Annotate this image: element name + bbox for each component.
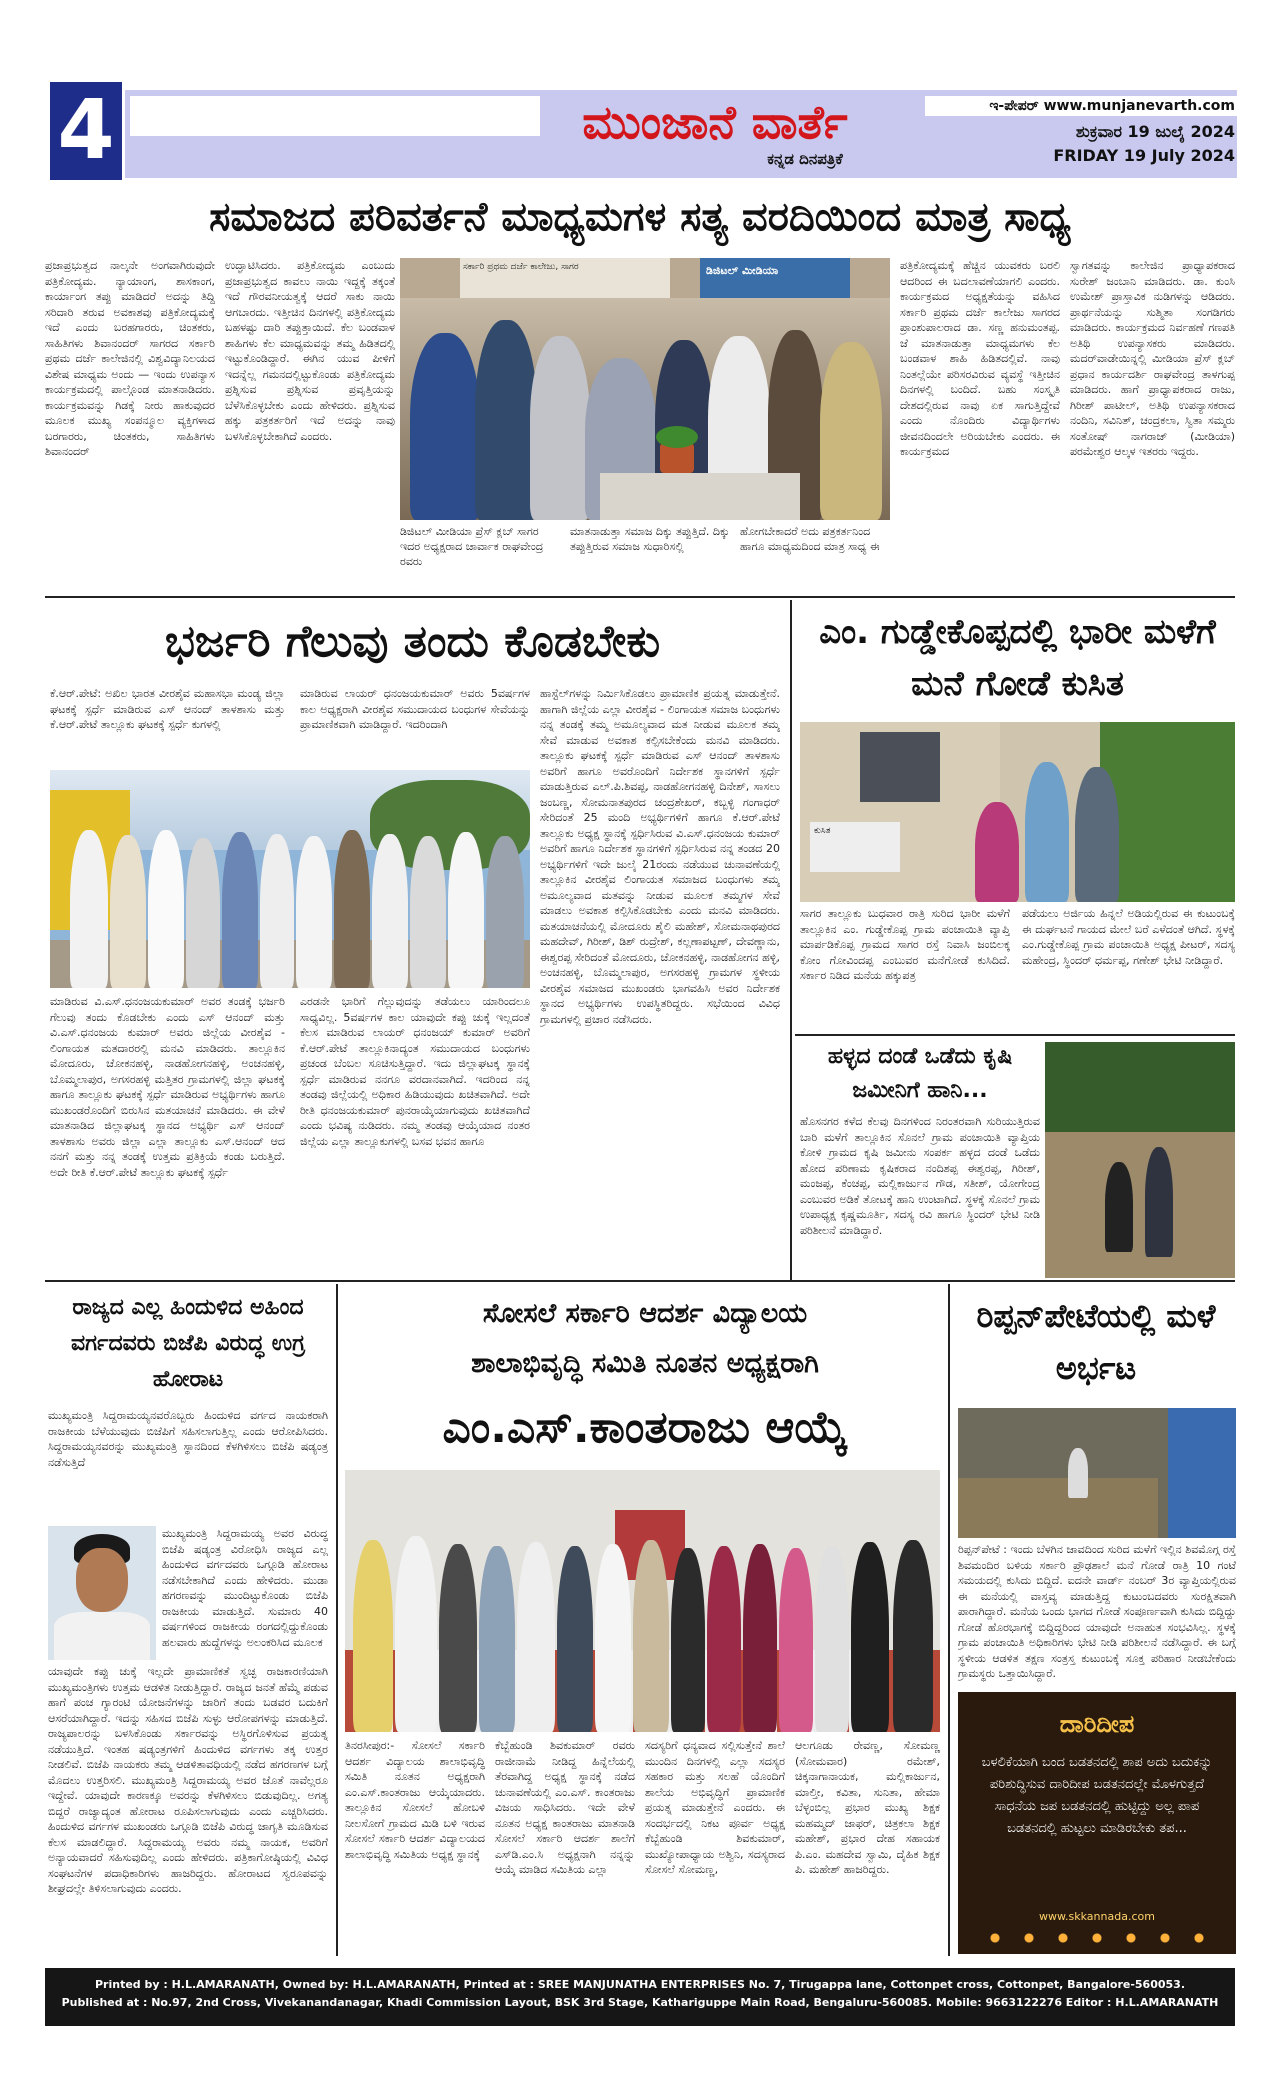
banner-2 (700, 258, 850, 298)
story3-photo (800, 722, 1235, 902)
person (372, 834, 408, 988)
story4-headline: ಹಳ್ಳದ ದಂಡೆ ಒಡೆದು ಕೃಷಿ ಜಮೀನಿಗೆ ಹಾನಿ... (827, 1044, 1013, 1103)
person (779, 1548, 813, 1732)
story1-col1: ಪ್ರಜಾಪ್ರಭುತ್ವದ ನಾಲ್ಕನೇ ಅಂಗವಾಗಿರುವುದೇ ಪತ್ರಿಕೋದ್ಯಮ. ನ್ಯಾಯಾಂಗ, ಶಾಸಕಾಂಗ, ಕಾರ್ಯಾಂಗ ತಪ್ಪು ಮಾಡಿದರೆ ಅದನ್ನು ತಿದ್ದಿ ಸರಿದಾರಿ ತರುವ ಅವಕಾಶವು ಪತ್ರಿಕೋದ್ಯಮಕ್ಕೆ ಇದೆ ಎಂದು ಬರಹಗಾರರು, ಚಿಂತಕರು, ಸಾಹಿತಿಗಳು ಶಿವಾನಂದರ್ ಸಾಗರದ ಸರ್ಕಾರಿ ಪ್ರಥಮ ದರ್ಜೆ ಕಾಲೇಜಿನಲ್ಲಿ ವಿಶ್ವವಿದ್ಯಾನಿಲಯದ ವಿಶೇಷ ಮಾಧ್ಯಮ ಅಂದು — ಇಂದು ಉಪನ್ಯಾಸ ಕಾರ್ಯಕ್ರಮದಲ್ಲಿ ಪಾಲ್ಗೊಂಡ ಮಾತನಾಡಿದರು. ಕಾರ್ಯಕ್ರಮವನ್ನು ಗಿಡಕ್ಕೆ ನೀರು ಹಾಕುವುದರ ಮೂಲಕ ಮುಖ್ಯ ಸಂಪನ್ಮೂಲ ವ್ಯಕ್ತಿಗಳಾದ ಬರಗಾರರು, ಚಿಂತಕರು, ಸಾಹಿತಿಗಳು ಶಿವಾನಂದರ್ (45, 259, 215, 458)
story1-col4: ಸ್ವಾಗತವನ್ನು ಕಾಲೇಜಿನ ಪ್ರಾಧ್ಯಾಪಕರಾದ ಸುರೇಶ್ ಜಂಬಾನಿ ಮಾಡಿದರು. ಡಾ. ಕುಂಸಿ ಉಮೇಶ್ ಪ್ರಾಸ್ತಾವಿಕ ನುಡಿಗಳನ್ನು ಆಡಿದರು. ಪ್ರಾರ್ಥನೆಯನ್ನು ಸುಶ್ಮಿತಾ ಸಂಗಡಿಗರು ಮಾಡಿದರು. ಕಾರ್ಯಕ್ರಮದ ನಿರ್ವಹಣೆ ಗಣಪತಿ ಅತಿಥಿ ಉಪನ್ಯಾಸಕರು ಮಾಡಿದರು. ಮದರ್‌ವಾಡೇಯಿನ್ನಲ್ಲಿ ಮೀಡಿಯಾ ಪ್ರೆಸ್ ಕ್ಲಬ್ ಪ್ರಧಾನ ಕಾರ್ಯದರ್ಶಿ ರಾಘವೇಂದ್ರ ತಾಳಗುಪ್ಪ ಮಾಡಿದರು. ಹಾಗೆ ಪ್ರಾಧ್ಯಾಪಕರಾದ ರಾಜು, ಗಿರೀಶ್ ಪಾಟೀಲ್, ಅತಿಥಿ ಉಪನ್ಯಾಸಕರಾದ ನಂದಿನಿ, ಸವಿನಿತ್, ಚಂದ್ರಕಲಾ, ಸ್ವಿತಾ ಸಮ್ಮರು ಸಂತೋಷ್ ನಾಗರಾಜ್ (ಮೀಡಿಯಾ) ಪರಮೇಶ್ವರ ಆಲ್ಕಳ ಇತರರು ಇದ್ದರು. (1070, 259, 1235, 458)
masthead-white-left (130, 96, 540, 136)
person (557, 1546, 593, 1732)
foliage (1100, 722, 1235, 902)
epaper-link[interactable]: ಇ-ಪೇಪರ್ www.munjanevarth.com (989, 98, 1235, 114)
ad-url[interactable]: www.skkannada.com (1039, 1910, 1155, 1923)
story6-col2: ಕೆಬ್ಬೆಹುಂಡಿ ಶಿವಕುಮಾರ್ ರವರು ರಾಜೀನಾಮೆ ನೀಡಿದ್ದ ಹಿನ್ನೆಲೆಯಲ್ಲಿ ತೆರವಾಗಿದ್ದ ಅಧ್ಯಕ್ಷ ಸ್ಥಾನಕ್ಕೆ ನಡೆದ ಚುನಾವಣೆಯಲ್ಲಿ ಎಂ.ಎಸ್. ಕಾಂತರಾಜು ವಿಜಯ ಸಾಧಿಸಿದರು. ಇದೇ ವೇಳೆ ನೂತನ ಅಧ್ಯಕ್ಷ ಕಾಂತರಾಜು ಮಾತನಾಡಿ ಸೋಸಲೆ ಸರ್ಕಾರಿ ಆದರ್ಶ ಶಾಲೆಗೆ ಎಸ್‌ಡಿ.ಎಂ.ಸಿ ಅಧ್ಯಕ್ಷನಾಗಿ ನನ್ನನ್ನು ಆಯ್ಕೆ ಮಾಡಿದ ಸಮಿತಿಯ ಎಲ್ಲಾ (495, 1739, 635, 1876)
story2-col2-bottom: ಎರಡನೇ ಭಾರಿಗೆ ಗೆಲ್ಲುವುದನ್ನು ತಡೆಯಲು ಯಾರಿಂದಲೂ ಸಾಧ್ಯವಿಲ್ಲ. 5ವರ್ಷಗಳ ಕಾಲ ಯಾವುದೇ ಕಪ್ಪು ಚುಕ್ಕೆ ಇಲ್ಲದಂತೆ ಕೆಲಸ ಮಾಡಿರುವ ಲಾಯರ್ ಧನಂಜಯ್ ಕುಮಾರ್ ಅವರಿಗೆ ಕೆ.ಆರ್.ಪೇಟೆ ತಾಲ್ಲೂಕಿನಾದ್ಯಂತ ಸಮುದಾಯದ ಬಂಧುಗಳು ಪ್ರಚಂಡ ಬೆಂಬಲ ಸೂಚಿಸುತ್ತಿದ್ದಾರೆ. ಇದು ಜಿಲ್ಲಾಘಟಕ್ಕ ಸ್ಥಾನಕ್ಕೆ ಸ್ಪರ್ಧೆ ಮಾಡಿರುವ ನನಗೂ ವರದಾನವಾಗಿದೆ. ಇದರಿಂದ ನನ್ನ ತಂಡವು ಜಿಲ್ಲೆಯಲ್ಲಿ ಅಧಿಕಾರ ಹಿಡಿಯುವುದು ಖಚಿತವಾಗಿದೆ. ಅದೇ ರೀತಿ ಧನಂಜಯಕುಮಾರ್ ಪುನರಾಯ್ಕೆಯಾಗುವುದು ಖಚಿತವಾಗಿದೆ ಎಂದು ಭವಿಷ್ಯ ನುಡಿದರು. ನಮ್ಮ ತಂಡವು ಆಯ್ಕೆಯಾದ ನಂತರ ಜಿಲ್ಲೆಯ ಎಲ್ಲಾ ತಾಲ್ಲೂಕುಗಳಲ್ಲಿ ಬಸವ ಭವನ ಹಾಗೂ (300, 995, 530, 1148)
person (815, 1546, 849, 1732)
story6-headline-line1: ಸೋಸಲೆ ಸರ್ಕಾರಿ ಆದರ್ಶ ವಿದ್ಯಾಲಯ (482, 1298, 808, 1329)
person (260, 834, 294, 988)
story7-photo (958, 1408, 1236, 1538)
story3-col1: ಸಾಗರ ತಾಲ್ಲೂಕು ಬುಧವಾರ ರಾತ್ರಿ ಸುರಿದ ಭಾರೀ ಮಳೆಗೆ ತಾಲ್ಲೂಕಿನ ಎಂ. ಗುಡ್ಡೇಕೊಪ್ಪ ಗ್ರಾಮ ಪಂಚಾಯಿತಿ ವ್ಯಾಪ್ತಿ ಮಾರ್ಪಡಿಕೊಪ್ಪ ಗ್ರಾಮದ ಸಾಗರ ರಸ್ತೆ ನಿವಾಸಿ ಜಂಬಿಲಕ್ಕ ಕೋಂ ಗೋವಿಂದಪ್ಪ ಎಂಬುವರ ಮನೆಗೋಡೆ ಕುಸಿದಿದೆ. ಸರ್ಕಾರ ನಿಡಿದ ಮನೆಯ ಹಕ್ಕುಪತ್ರ (800, 907, 1010, 982)
story1-col2: ಉದ್ಘಾಟಿಸಿದರು. ಪತ್ರಿಕೋದ್ಯಮ ಎಂಬುದು ಪ್ರಜಾಪ್ರಭುತ್ವದ ಕಾವಲು ನಾಯಿ ಇದ್ದಕ್ಕೆ ತಕ್ಕಂತೆ ಇದೆ ಗೌರವನೀಯತ್ವಕ್ಕೆ ಆದರೆ ಸಾಕು ನಾಯಿ ಆಗಬಾರದು. ಇತ್ತೀಚಿನ ದಿನಗಳಲ್ಲಿ ಪತ್ರಿಕೋದ್ಯಮ ಬಹಳಷ್ಟು ದಾರಿ ತಪ್ಪುತ್ತಾಯಿದೆ. ಕೆಲ ಬಂಡವಾಳ ಶಾಹಿಗಳು ಕೆಲ ಮಾಧ್ಯಮವನ್ನು ತಮ್ಮ ಹಿಡಿತದಲ್ಲಿ ಇಟ್ಟುಕೊಂಡಿದ್ದಾರೆ. ಈಗಿನ ಯುವ ಪೀಳಿಗೆ ಇದನ್ನೆಲ್ಲ ಗಮನದಲ್ಲಿಟ್ಟುಕೊಂಡು ಪತ್ರಿಕೋದ್ಯಮ ಪ್ರಶ್ನಿಸುವ ಪ್ರಶ್ನಿಸುವ ಪ್ರವೃತ್ತಿಯನ್ನು ಬೆಳೆಸಿಕೊಳ್ಳಬೇಕು ಎಂದು ಹೇಳಿದರು. ಪ್ರಶ್ನಿಸುವ ಹಕ್ಕು ಪತ್ರಕರ್ತರಿಗೆ ಇದೆ ಅದನ್ನು ನಾವು ಬಳಸಿಕೊಳ್ಳಬೇಕಾಗಿದೆ ಎಂದರು. (225, 259, 395, 443)
masthead-subtitle: ಕನ್ನಡ ದಿನಪತ್ರಿಕೆ (767, 150, 843, 168)
divider (948, 1284, 950, 1956)
person (410, 333, 480, 520)
divider (336, 1284, 338, 1956)
table (600, 473, 800, 520)
story4-body: ಹೊಸನಗರ ಕಳೆದ ಕೆಲವು ದಿನಗಳಿಂದ ನಿರಂತರವಾಗಿ ಸುರಿಯುತ್ತಿರುವ ಬಾರಿ ಮಳೆಗೆ ತಾಲ್ಲೂಕಿನ ಸೊನಲೆ ಗ್ರಾಮ ಪಂಚಾಯಿತಿ ವ್ಯಾಪ್ತಿಯ ಕೋಳಿ ಗ್ರಾಮದ ಕೃಷಿ ಜಮೀನು ಸಂಪರ್ಕ ಹಳ್ಳದ ದಂಡೆ ಒಡೆದು ಹೋದ ಪರಿಣಾಮ ಕೃಷಿಕರಾದ ನಂದಿಶಪ್ಪ ಈಶ್ವರಪ್ಪ, ಗಿರೀಶ್, ಮಂಜಪ್ಪ, ಕೆಂಚಪ್ಪ, ಮಲ್ಲಿಕಾರ್ಜುನ ಗೌಡ, ಸತೀಶ್, ಯೋಗೇಂದ್ರ ಎಂಬುವರ ಅಡಿಕೆ ತೋಟಕ್ಕೆ ಹಾನಿ ಉಂಟಾಗಿದೆ. ಸ್ಥಳಕ್ಕೆ ಸೊನಲೆ ಗ್ರಾಮ ಉಪಾಧ್ಯಕ್ಷ ಕೃಷ್ಣಮೂರ್ತಿ, ಸದಸ್ಯ ರವಿ ಹಾಗೂ ಸ್ಥಿಂದರ್ ಭೇಟಿ ನೀಡಿ ಪರಿಶೀಲನೆ ಮಾಡಿದ್ದಾರೆ. (800, 1115, 1040, 1237)
story3-col2: ಪಡೆಯಲು ಅರ್ಜಿಯ ಹಿನ್ನಲೆ ಅಡಿಯಲ್ಲಿರುವ ಈ ಕುಟುಂಬಕ್ಕೆ ಈ ದುರ್ಘಟನೆ ಗಾಯದ ಮೇಲೆ ಬರೆ ಎಳೆದಂತೆ ಆಗಿದೆ. ಸ್ಥಳಕ್ಕೆ ಎಂ.ಗುಡ್ಡೇಕೊಪ್ಪ ಗ್ರಾಮ ಪಂಚಾಯಿತಿ ಅಧ್ಯಕ್ಷ ಪೀಟರ್, ಸದಸ್ಯ ಮಹೇಂದ್ರ, ಸ್ಥಿಂದರ್ ಧರ್ಮಪ್ಪ, ಗಣೇಶ್ ಭೇಟಿ ನೀಡಿದ್ದಾರೆ. (1022, 907, 1235, 967)
story1-headline: ಸಮಾಜದ ಪರಿವರ್ತನೆ ಮಾಧ್ಯಮಗಳ ಸತ್ಯ ವರದಿಯಿಂದ ಮಾತ್ರ ಸಾಧ್ಯ (209, 194, 1071, 240)
person (893, 1540, 933, 1732)
story1-caption-3: ಹೋಗಬೇಕಾದರೆ ಅದು ಪತ್ರಕರ್ತನಿಂದ ಹಾಗೂ ಮಾಧ್ಯಮದಿಂದ ಮಾತ್ರ ಸಾಧ್ಯ ಈ (740, 525, 880, 553)
person (707, 1546, 741, 1732)
advertisement[interactable] (958, 1692, 1236, 1954)
person (479, 1546, 515, 1732)
person (517, 1542, 555, 1732)
person (222, 832, 258, 988)
page-number-box (50, 82, 122, 180)
story2-headline: ಭರ್ಜರಿ ಗೆಲುವು ತಂದು ಕೊಡಬೇಕು (164, 616, 661, 667)
story2-col2-top: ಮಾಡಿರುವ ಲಾಯರ್ ಧನಂಜಯಕುಮಾರ್ ಅವರು 5ವರ್ಷಗಳ ಕಾಲ ಅಧ್ಯಕ್ಷರಾಗಿ ವೀರಶೈವ ಸಮುದಾಯದ ಬಂಧುಗಳ ಸೇವೆಯನ್ನು ಪ್ರಾಮಾಣಿಕವಾಗಿ ಮಾಡಿದ್ದಾರೆ. ಇದರಿಂದಾಗಿ (300, 687, 530, 731)
footer-line-1: Printed by : H.L.AMARANATH, Owned by: H.L.AMARANATH, Printed at : SREE MANJUNATHA ENTERPRISES No. 7, Tirugappa lane, Cottonpet cross, Cottonpet, Bangalore-560053. (94, 1978, 1185, 1991)
person (1075, 767, 1119, 902)
story5-wrap: ಮುಖ್ಯಮಂತ್ರಿ ಸಿದ್ದರಾಮಯ್ಯ ಅವರ ವಿರುದ್ಧ ಬಿಜೆಪಿ ಷಡ್ಯಂತ್ರ ವಿರೋಧಿಸಿ ರಾಜ್ಯದ ಎಲ್ಲ ಹಿಂದುಳಿದ ವರ್ಗದವರು ಒಗ್ಗೂಡಿ ಹೋರಾಟ ನಡೆಸಬೇಕಾಗಿದೆ ಎಂದು ಹೇಳಿದರು. ಮುಡಾ ಹಗರಣವನ್ನು ಮುಂದಿಟ್ಟುಕೊಂಡು ಬಿಜೆಪಿ ರಾಜಕೀಯ ಮಾಡುತ್ತಿದೆ. ಸುಮಾರು 40 ವರ್ಷಗಳಿಂದ ರಾಜಕೀಯ ರಂಗದಲ್ಲಿದ್ದುಕೊಂಡು ಹಲವಾರು ಹುದ್ದೆಗಳನ್ನು ಅಲಂಕರಿಸಿದ ಮೂಲಕ (162, 1527, 328, 1649)
trees (1045, 1042, 1235, 1132)
rubble (958, 1478, 1158, 1538)
plant (656, 426, 698, 448)
window (860, 732, 940, 802)
story6-col1: ತಿನರಸೀಪುರ:- ಸೋಸಲೆ ಸರ್ಕಾರಿ ಆದರ್ಶ ವಿದ್ಯಾಲಯ ಶಾಲಾಭಿವೃದ್ಧಿ ಸಮಿತಿ ನೂತನ ಅಧ್ಯಕ್ಷರಾಗಿ ಎಂ.ಎಸ್.ಕಾಂತರಾಜು ಆಯ್ಕೆಯಾದರು. ತಾಲ್ಲೂಕಿನ ಸೋಸಲೆ ಹೋಬಳಿ ನೀಲಸೋಗೆ ಗ್ರಾಮದ ಮಿಡಿ ಬಳಿ ಇರುವ ಸೋಸಲೆ ಸರ್ಕಾರಿ ಆದರ್ಶ ವಿದ್ಯಾಲಯದ ಶಾಲಾಭಿವೃದ್ಧಿ ಸಮಿತಿಯ ಅಧ್ಯಕ್ಷ ಸ್ಥಾನಕ್ಕೆ (345, 1739, 485, 1861)
person (353, 1540, 393, 1732)
divider (795, 1034, 1235, 1036)
story5-lead: ಮುಖ್ಯಮಂತ್ರಿ ಸಿದ್ದರಾಮಯ್ಯನವರೊಬ್ಬರು ಹಿಂದುಳಿದ ವರ್ಗದ ನಾಯಕರಾಗಿ ರಾಜಕೀಯ ಬೆಳೆಯುವುದು ಬಿಜೆಪಿಗೆ ಸಹಿಸಲಾಗುತ್ತಿಲ್ಲ ಎಂದು ಆರೋಪಿಸಿದರು. ಸಿದ್ದರಾಮಯ್ಯನವರನ್ನು ಮುಖ್ಯಮಂತ್ರಿ ಸ್ಥಾನದಿಂದ ಕೆಳಗಿಳಿಸಲು ಬಿಜೆಪಿ ಷಡ್ಯಂತ್ರ ನಡೆಸುತ್ತಿದೆ (48, 1409, 328, 1469)
ad-text: ಬಳಲಿಕೆಯಾಗಿ ಬಂದ ಬಡತನದಲ್ಲಿ ಶಾಪ ಅದು ಬದುಕನ್ನು ಪರಿಶುದ್ಧಿಸುವ ದಾರಿದೀಪ ಬಡತನದಲ್ಲೇ ಮೊಳಗುತ್ತದೆ ಸಾಧನೆಯ ಜಪ ಬಡತನದಲ್ಲಿ ಹುಟ್ಟಿದ್ದು ಅಲ್ಲ ಪಾಪ ಬಡತನದಲ್ಲಿ ಹುಟ್ಟಲು ಮಾಡಿರಬೇಕು ತಪ... (981, 1755, 1213, 1836)
footer (45, 1968, 1235, 2026)
person (743, 1544, 777, 1732)
person (70, 830, 108, 988)
date-kannada: ಶುಕ್ರವಾರ 19 ಜುಲೈ 2024 (1075, 122, 1235, 141)
person (486, 836, 524, 988)
person (1145, 1147, 1173, 1257)
person (671, 1548, 705, 1732)
divider (790, 600, 792, 1280)
story2-col1-top: ಕೆ.ಆರ್.ಪೇಟೆ: ಅಖಿಲ ಭಾರತ ವೀರಶೈವ ಮಹಾಸಭಾ ಮಂಡ್ಯ ಜಿಲ್ಲಾ ಘಟಕಕ್ಕೆ ಸ್ಪರ್ಧೆ ಮಾಡಿರುವ ಎಸ್ ಆನಂದ್ ತಾಳಶಾಸು ಮತ್ತು ಕೆ.ಆರ್.ಪೇಟೆ ತಾಲ್ಲೂಕು ಘಟಕಕ್ಕೆ ಸ್ಪರ್ಧೆ ಕುಗಳಲ್ಲಿ (50, 687, 285, 731)
person (1025, 762, 1069, 902)
divider (45, 1280, 1235, 1282)
water (1045, 1132, 1235, 1278)
story7-headline: ರಿಪ್ಪನ್‌ಪೇಟೆಯಲ್ಲಿ ಮಳೆ ಅರ್ಭಟ (976, 1297, 1216, 1387)
sign (810, 822, 900, 872)
ad-title: ದಾರಿದೀಪ (1059, 1710, 1135, 1738)
story2-col3: ಹಾಸ್ಟೆಲ್‌ಗಳನ್ನು ನಿರ್ಮಿಸಿಕೊಡಲು ಪ್ರಾಮಾಣಿಕ ಪ್ರಯತ್ನ ಮಾಡುತ್ತೇನೆ. ಹಾಗಾಗಿ ಜಿಲ್ಲೆಯ ಎಲ್ಲಾ ವೀರಶೈವ - ಲಿಂಗಾಯತ ಸಮಾಜ ಬಂಧುಗಳು ನನ್ನ ತಂಡಕ್ಕೆ ತಮ್ಮ ಅಮೂಲ್ಯವಾದ ಮತ ನೀಡುವ ಮೂಲಕ ತಮ್ಮ ಸೇವೆ ಮಾಡುವ ಅವಕಾಶ ಕಲ್ಪಿಸಬೇಕೆಂದು ಮನವಿ ಮಾಡಿದರು. ತಾಲ್ಲೂಕು ಘಟಕಕ್ಕೆ ಸ್ಪರ್ಧೆ ಮಾಡಿರುವ ಎಸ್ ಆನಂದ್ ತಾಳಶಾಸು ಅವರಿಗೆ ಹಾಗೂ ಅವರೊಂದಿಗೆ ನಿರ್ದೇಶಕ ಸ್ಥಾನಗಳಿಗೆ ಸ್ಪರ್ಧೆ ಮಾಡುತ್ತಿರುವ ಎಲ್.ಪಿ.ಶಿವಪ್ಪ, ನಾಡಹೋಗನಹಳ್ಳಿ ದಿನೇಶ್, ಸಾಸಲು ಜಂಬಣ್ಣ, ಸೋಮನಾತಪುರದ ಚಂದ್ರಶೇಖರ್, ಕಬ್ಬಳ್ಳಿ ಗಂಗಾಧರ್ ಸೇರಿದಂತೆ 25 ಮಂದಿ ಅಭ್ಯರ್ಥಿಗಳಿಗೆ ಹಾಗೂ ಕೆ.ಆರ್.ಪೇಟೆ ತಾಲ್ಲೂಕು ಅಧ್ಯಕ್ಷ ಸ್ಥಾನಕ್ಕೆ ಸ್ಪರ್ಧಿಸಿರುವ ವಿ.ಎಸ್.ಧನಂಜಯ ಕುಮಾರ್ ಅವರಿಗೆ ಹಾಗೂ ನಿರ್ದೇಶಕ ಸ್ಥಾನಗಳಿಗೆ ಸ್ಪರ್ಧಿಸಿರುವ ನನ್ನ ತಂಡದ 20 ಅಭ್ಯರ್ಥಿಗಳಿಗೆ ಇದೇ ಜುಲೈ 21ರಂದು ನಡೆಯುವ ಚುನಾವಣೆಯಲ್ಲಿ ತಾಲ್ಲೂಕಿನ ವೀರಶೈವ ಲಿಂಗಾಯತ ಸಮಾಜದ ಬಂಧುಗಳು ತಮ್ಮ ಅಮೂಲ್ಯವಾದ ಮತವನ್ನು ನೀಡುವ ಮೂಲಕ ತಮ್ಮಗಳ ಸೇವೆ ಮಾಡಲು ಅವಕಾಶ ಕಲ್ಪಿಸಿಕೊಡಬೇಕು ಎಂದು ಮನವಿ ಮಾಡಿದರು. ಮತಯಾಚನೆಯಲ್ಲಿ ಮೋದೂರು ಶೈಲಿ ಮಹೇಶ್, ಸೋಮನಾಥಪುರದ ಮಹದೇವ್, ಗಿರೀಶ್, ಡಿಶ್ ರುದ್ರೇಶ್, ಕಲ್ಲಣಾಪಟ್ಟಣ್, ದೇವಣ್ಣಾನು, ಈಶ್ವರಪ್ಪ ಸೇರಿದಂತೆ ಮೋದೂರು, ಚೋಕನಹಳ್ಳಿ, ನಾಡಹೋಗನ ಹಳ್ಳಿ, ಅಂಚನಹಳ್ಳಿ, ಬೊಮ್ಮಲಾಪುರ, ಅಗಸರಹಳ್ಳಿ ಗ್ರಾಮಗಳ ಸ್ಥಳೀಯ ವೀರಶೈವ ಸಮಾಜದ ಮುಖಂಡರು ಭಾಗವಹಿಸಿ ಅವರ ನಿರ್ದೇಶಕ ಸ್ಥಾನದ ಅಭ್ಯರ್ಥಿಗಳು ಉಪಸ್ಥಿತರಿದ್ದರು. ಸಭೆಯಿಂದ ವಿವಿಧ ಗ್ರಾಮಗಳಲ್ಲಿ ಪ್ರಚಾರ ನಡೆಸಿದರು. (540, 687, 780, 1026)
story1-caption-1: ಡಿಜಿಟಲ್ ಮೀಡಿಯಾ ಪ್ರೆಸ್ ಕ್ಲಬ್ ಸಾಗರ ಇದರ ಅಧ್ಯಕ್ಷರಾದ ಚಾರ್ವಾಕ ರಾಘವೇಂದ್ರ ರವರು (400, 525, 544, 568)
story1-caption-2: ಮಾತನಾಡುತ್ತಾ ಸಮಾಜ ದಿಕ್ಕು ತಪ್ಪುತ್ತಿದೆ. ದಿಕ್ಕು ತಪ್ಪುತ್ತಿರುವ ಸಮಾಜ ಸುಧಾರಿಸಲ್ಲಿ (570, 525, 730, 553)
story6-headline-line2: ಶಾಲಾಭಿವೃದ್ಧಿ ಸಮಿತಿ ನೂತನ ಅಧ್ಯಕ್ಷರಾಗಿ (471, 1348, 819, 1379)
date-english: FRIDAY 19 July 2024 (1053, 146, 1235, 165)
blue-wall (1168, 1408, 1236, 1538)
story2-col1-bottom: ಮಾಡಿರುವ ವಿ.ಎಸ್.ಧನಂಜಯಕುಮಾರ್ ಅವರ ತಂಡಕ್ಕೆ ಭರ್ಜರಿ ಗೆಲುವು ತಂದು ಕೊಡಬೇಕು ಎಂದು ಎಸ್ ಆನಂದ್ ಮತ್ತು ವಿ.ಎಸ್.ಧನಂಜಯ ಕುಮಾರ್ ಅವರು ಜಿಲ್ಲೆಯ ವೀರಶೈವ - ಲಿಂಗಾಯತ ಮತದಾರರಲ್ಲಿ ಮನವಿ ಮಾಡಿದರು. ತಾಲ್ಲೂಕಿನ ಮೋದೂರು, ಚೋಕನಹಳ್ಳಿ, ನಾಡಹೋಗನಹಳ್ಳಿ, ಅಂಚನಹಳ್ಳಿ, ಬೊಮ್ಮಲಾಪುರ, ಅಗಸರಹಳ್ಳಿ ಮತ್ತಿತರ ಗ್ರಾಮಗಳಲ್ಲಿ ಜಿಲ್ಲಾ ಘಟಕಕ್ಕೆ ಹಾಗೂ ತಾಲ್ಲೂಕು ಘಟಕಕ್ಕೆ ಸ್ಪರ್ಧೆ ಮಾಡಿರುವ ಅಭ್ಯರ್ಥಿಗಳು ಹಾಗೂ ಮುಖಂಡರೊಂದಿಗೆ ಬಿರುಸಿನ ಮತಯಾಚನೆ ಮಾಡಿದರು. ಈ ವೇಳೆ ಮಾತನಾಡಿದ ಜಿಲ್ಲಾಘಟಕ್ಕ ಸ್ಥಾನದ ಅಭ್ಯರ್ಥಿ ಎಸ್ ಆನಂದ್ ತಾಳಶಾಸು ಅವರು ಜಿಲ್ಲಾ ಎಲ್ಲಾ ತಾಲ್ಲೂಕು ಎಸ್.ಆನಂದ್ ಆದ ನನಗೆ ಮತ್ತು ನನ್ನ ತಂಡಕ್ಕೆ ಉತ್ತಮ ಪ್ರತಿಕ್ರಿಯೆ ಕಂಡು ಬರುತ್ತಿದೆ. ಅದೇ ರೀತಿ ಕೆ.ಆರ್.ಪೇಟೆ ತಾಲ್ಲೂಕು ಘಟಕಕ್ಕೆ ಸ್ಪರ್ಧೆ (50, 995, 285, 1179)
person (633, 1540, 669, 1732)
person (1068, 1448, 1088, 1498)
sign-text: ಕುಸಿತ (814, 826, 831, 836)
person (186, 838, 220, 988)
portrait-face (76, 1548, 128, 1612)
banner-1 (460, 258, 670, 298)
story1-photo (400, 258, 890, 520)
person (110, 835, 146, 988)
story6-col3: ಸದಸ್ಯರಿಗೆ ಧನ್ಯವಾದ ಸಲ್ಲಿಸುತ್ತೇನೆ ಶಾಲೆ ಮುಂದಿನ ದಿನಗಳಲ್ಲಿ ಎಲ್ಲಾ ಸದಸ್ಯರ ಸಹಕಾರ ಮತ್ತು ಸಲಹೆ ಯೊಂದಿಗೆ ಶಾಲೆಯ ಅಭಿವೃದ್ಧಿಗೆ ಪ್ರಾಮಾಣಿಕ ಪ್ರಯತ್ನ ಮಾಡುತ್ತೇನೆ ಎಂದರು. ಈ ಸಂದರ್ಭದಲ್ಲಿ ನಿಕಟ ಪೂರ್ವ ಅಧ್ಯಕ್ಷ ಕೆಬ್ಬೆಹುಂಡಿ ಶಿವಕುಮಾರ್, ಮುಖ್ಯೋಪಾಧ್ಯಾಯ ಅಶ್ವಿನಿ, ಸದಸ್ಯರಾದ ಸೋಸಲೆ ಸೋಮಣ್ಣ, (645, 1739, 785, 1876)
banner-2-text: ಡಿಜಿಟಲ್ ಮೀಡಿಯಾ (706, 264, 779, 277)
story6-photo (345, 1470, 940, 1732)
person (595, 1544, 631, 1732)
story5-headline: ರಾಜ್ಯದ ಎಲ್ಲ ಹಿಂದುಳಿದ ಅಹಿಂದ ವರ್ಗದವರು ಬಿಜೆಪಿ ವಿರುದ್ಧ ಉಗ್ರ ಹೋರಾಟ (71, 1295, 305, 1392)
person (1105, 1162, 1133, 1252)
person (148, 830, 184, 988)
person (395, 1536, 437, 1732)
portrait-shirt (54, 1612, 150, 1660)
banner-1-text: ಸರ್ಕಾರಿ ಪ್ರಥಮ ದರ್ಜೆ ಕಾಲೇಜು, ಸಾಗರ (463, 262, 579, 272)
masthead-title: ಮುಂಜಾನೆ ವಾರ್ತೆ (582, 95, 848, 149)
story7-body: ರಿಪ್ಪನ್‌ಪೇಟೆ : ಇಂದು ಬೆಳಗಿನ ಜಾವದಿಂದ ಸುರಿದ ಮಳೆಗೆ ಇಲ್ಲಿನ ಶಿವಮೊಗ್ಗ ರಸ್ತೆ ಶಿವಮಂದಿರ ಬಳಿಯ ಸರ್ಕಾರಿ ಪ್ರೌಢಶಾಲೆ ಮನೆ ಗೋಡೆ ರಾತ್ರಿ 10 ಗಂಟೆ ಸಮಯದಲ್ಲಿ ಕುಸಿದು ಬಿದ್ದಿದೆ. ಐದನೇ ವಾರ್ಡ್ ನಂಬರ್ 3ರ ವ್ಯಾಪ್ತಿಯಲ್ಲಿರುವ ಈ ಮನೆಯಲ್ಲಿ ವಾಸ್ತವ್ಯ ಮಾಡುತ್ತಿದ್ದ ಕುಟುಂಬದವರು ಸುರಕ್ಷಿತವಾಗಿ ಪಾರಾಗಿದ್ದಾರೆ. ಮನೆಯ ಒಂದು ಭಾಗದ ಗೋಡೆ ಸಂಪೂರ್ಣವಾಗಿ ಕುಸಿದು ಬಿದ್ದಿದ್ದು ಗೋಡೆ ಹೊರಭಾಗಕ್ಕೆ ಬಿದ್ದಿದ್ದರಿಂದ ಯಾವುದೇ ಅನಾಹುತ ಸಂಭವಿಸಿಲ್ಲ. ಸ್ಥಳಕ್ಕೆ ಗ್ರಾಮ ಪಂಚಾಯಿತಿ ಅಧಿಕಾರಿಗಳು ಭೇಟಿ ನೀಡಿ ಪರಿಶೀಲನೆ ನಡೆಸಿದ್ದಾರೆ. ಈ ಬಗ್ಗೆ ಸ್ಥಳೀಯ ಆಡಳಿತ ತಕ್ಷಣ ಸಂತ್ರಸ್ತ ಕುಟುಂಬಕ್ಕೆ ಸೂಕ್ತ ಪರಿಹಾರ ನೀಡಬೇಕೆಂದು ಗ್ರಾಮಸ್ಥರು ಒತ್ತಾಯಿಸಿದ್ದಾರೆ. (958, 1543, 1236, 1680)
story6-col4: ಆಲಗೂಡು ರೇವಣ್ಣ, ಸೋಮಣ್ಣ (ಸೋಮವಾರ) ರಮೇಶ್, ಚಿಕ್ಕನಾಗಾನಾಯಕ, ಮಲ್ಲಿಕಾರ್ಜುನ, ಮಾಲ್ತೀ, ಕವಿತಾ, ಸುನಿತಾ, ಹೇಮಾ ಬೆಳ್ಳಂಬಿಲ್ಲ ಪ್ರಭಾರ ಮುಖ್ಯ ಶಿಕ್ಷಕ ಮಹಮ್ಮದ್ ಜಾಫರ್, ಚಿತ್ರಕಲಾ ಶಿಕ್ಷಕ ಮಹೇಶ್, ಪ್ರಭಾರ ದೇಹ ಸಹಾಯಕ ಪಿ.ಎಂ. ಮಹದೇವ ಸ್ವಾಮಿ, ದೈಹಿಕ ಶಿಕ್ಷಕ ಪಿ. ಮಹೇಶ್ ಹಾಜರಿದ್ದರು. (795, 1739, 940, 1876)
person (475, 320, 537, 520)
story4-photo (1045, 1042, 1235, 1278)
divider (45, 596, 1235, 598)
footer-line-2: Published at : No.97, 2nd Cross, Vivekanandanagar, Khadi Commission Layout, BSK 3rd Stage, Kathariguppe Main Road, Bengaluru-560085. Mobile: 9663122276 Editor : H.L.AMARANATH (61, 1996, 1219, 2009)
lamp-glow (978, 1928, 1216, 1948)
person (820, 342, 882, 520)
story3-headline: ಎಂ. ಗುಡ್ಡೇಕೊಪ್ಪದಲ್ಲಿ ಭಾರೀ ಮಳೆಗೆ ಮನೆ ಗೋಡೆ ಕುಸಿತ (819, 612, 1216, 704)
story5-portrait (48, 1526, 156, 1660)
page-number: 4 (57, 83, 115, 178)
story1-col3: ಪತ್ರಿಕೋದ್ಯಮಕ್ಕೆ ಹೆಚ್ಚಿನ ಯುವಕರು ಬರಲಿ ಆದರಿಂದ ಈ ಬದಲಾವಣೆಯಾಗಲಿ ಎಂದರು. ಕಾರ್ಯಕ್ರಮದ ಅಧ್ಯಕ್ಷತೆಯನ್ನು ವಹಿಸಿದ ಸರ್ಕಾರಿ ಪ್ರಥಮ ದರ್ಜೆ ಕಾಲೇಜು ಸಾಗರದ ಪ್ರಾಂಶುಪಾಲರಾದ ಡಾ. ಸಣ್ಣ ಹನುಮಂತಪ್ಪ. ಜೆ ಮಾತನಾಡುತ್ತಾ ಮಾಧ್ಯಮಗಳು ಕೆಲ ಬಂಡವಾಳ ಶಾಹಿ ಹಿಡಿತದಲ್ಲಿವೆ. ನಾವು ನಿಂತಲ್ಲೆಯೇ ಪರಿಸರವಿರುವ ವ್ಯವಸ್ಥೆ ಇತ್ತೀಚಿನ ದಿನಗಳಲ್ಲಿ ಬಂದಿದೆ. ಬಹು ಸಂಸ್ಕೃತಿ ದೇಶದಲ್ಲಿರುವ ನಾವು ಏಕ ಸಾಗುತ್ತಿದ್ದೇವೆ ಎಂದು ನೊಂದಿರು ವಿದ್ಯಾರ್ಥಿಗಳು ಜೀವನದಿಂದಲೇ ಅರಿಯಬೇಕು ಎಂದರು. ಈ ಕಾರ್ಯಕ್ರಮದ (900, 259, 1060, 458)
person (334, 830, 370, 988)
person (410, 836, 446, 988)
story5-body: ಯಾವುದೇ ಕಪ್ಪು ಚುಕ್ಕೆ ಇಲ್ಲದೇ ಪ್ರಾಮಾಣಿಕತೆ ಸ್ವಚ್ಛ ರಾಜಕಾರಣಿಯಾಗಿ ಮುಖ್ಯಮಂತ್ರಿಗಳು ಉತ್ತಮ ಆಡಳಿತ ನೀಡುತ್ತಿದ್ದಾರೆ. ರಾಜ್ಯದ ಜನತೆ ಹೆಮ್ಮೆ ಪಡುವ ಹಾಗೆ ಪಂಚ ಗ್ಯಾರಂಟಿ ಯೋಜನೆಗಳನ್ನು ಜಾರಿಗೆ ತಂದು ಬಡವರ ಬದುಕಿಗೆ ಆಸರೆಯಾಗಿದ್ದಾರೆ. ಇದನ್ನು ಸಹಿಸದ ಬಿಜೆಪಿ ಸುಳ್ಳು ಆರೋಪಗಳನ್ನು ಮಾಡುತ್ತಿದೆ. ರಾಜ್ಯಪಾಲರನ್ನು ಬಳಸಿಕೊಂಡು ಸರ್ಕಾರವನ್ನು ಅಸ್ಥಿರಗೊಳಿಸುವ ಪ್ರಯತ್ನ ನಡೆಯುತ್ತಿದೆ. ಇಂತಹ ಷಡ್ಯಂತ್ರಗಳಿಗೆ ಹಿಂದುಳಿದ ವರ್ಗಗಳು ತಕ್ಕ ಉತ್ತರ ನೀಡಲಿವೆ. ಬಿಜೆಪಿ ನಾಯಕರು ತಮ್ಮ ಆಡಳಿತಾವಧಿಯಲ್ಲಿ ನಡೆದ ಹಗರಣಗಳ ಬಗ್ಗೆ ಮೊದಲು ಉತ್ತರಿಸಲಿ. ಮುಖ್ಯಮಂತ್ರಿ ಸಿದ್ದರಾಮಯ್ಯ ಅವರ ಜೊತೆ ನಾವೆಲ್ಲರೂ ಇದ್ದೇವೆ. ಯಾವುದೇ ಕಾರಣಕ್ಕೂ ಅವರನ್ನು ಕೆಳಗಿಳಿಸಲು ಬಿಡುವುದಿಲ್ಲ. ಅಗತ್ಯ ಬಿದ್ದರೆ ರಾಜ್ಯಾದ್ಯಂತ ಹೋರಾಟ ರೂಪಿಸಲಾಗುವುದು ಎಂದು ಎಚ್ಚರಿಸಿದರು. ಹಿಂದುಳಿದ ವರ್ಗಗಳ ಮುಖಂಡರು ಒಗ್ಗೂಡಿ ಬಿಜೆಪಿ ವಿರುದ್ಧ ಜಾಗೃತಿ ಮೂಡಿಸುವ ಕೆಲಸ ಮಾಡಲಿದ್ದಾರೆ. ಸಿದ್ದರಾಮಯ್ಯ ಅವರು ನಮ್ಮ ನಾಯಕ, ಅವರಿಗೆ ಅನ್ಯಾಯವಾದರೆ ಸಹಿಸುವುದಿಲ್ಲ ಎಂದು ಹೇಳಿದರು. ಪತ್ರಿಕಾಗೋಷ್ಠಿಯಲ್ಲಿ ವಿವಿಧ ಸಂಘಟನೆಗಳ ಪದಾಧಿಕಾರಿಗಳು ಹಾಜರಿದ್ದರು. ಹೋರಾಟದ ಸ್ವರೂಪವನ್ನು ಶೀಘ್ರದಲ್ಲೇ ತಿಳಿಸಲಾಗುವುದು ಎಂದರು. (48, 1665, 328, 1895)
person (439, 1544, 477, 1732)
person (448, 832, 484, 988)
story6-headline-line3: ಎಂ.ಎಸ್.ಕಾಂತರಾಜು ಆಯ್ಕೆ (442, 1402, 848, 1453)
person (975, 802, 1019, 902)
person (851, 1542, 889, 1732)
person (530, 336, 590, 520)
story2-photo (50, 770, 530, 988)
person (296, 836, 332, 988)
